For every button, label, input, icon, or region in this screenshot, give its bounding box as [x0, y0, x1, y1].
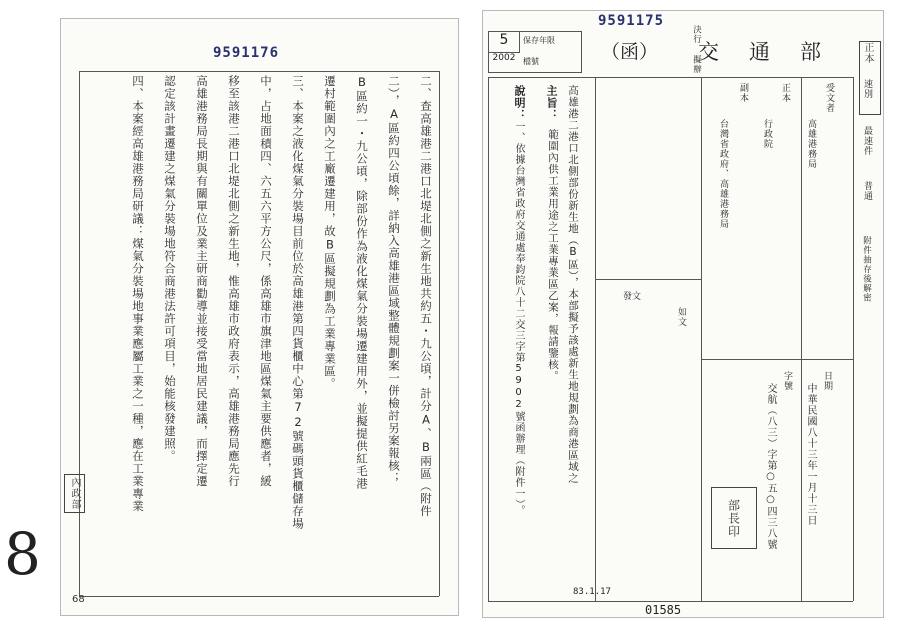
- date-label: 日期: [822, 371, 832, 391]
- rule-line: [79, 71, 80, 596]
- text-column: 四、本案經高雄港務局研議：煤氣分裝場地事業應屬工業之一種，應在工業專業: [131, 75, 145, 513]
- page-number-small: 68: [72, 594, 85, 605]
- agency-title: 交通部: [698, 40, 851, 64]
- header-label: 保存年限: [523, 36, 555, 45]
- right-document-page: [482, 10, 884, 618]
- subject-text: 高雄港二港口北側部份新生地（B區），本部擬予該處新生地規劃為商港區域之: [567, 85, 579, 484]
- attachment-value: 如文: [676, 307, 686, 327]
- copy-value: 台灣省政府、高雄港務局: [718, 119, 728, 229]
- margin-label: 正本: [862, 42, 873, 64]
- rule-line: [439, 71, 440, 596]
- header-box: [488, 31, 582, 73]
- header-label: 檔號: [523, 57, 539, 66]
- rule-line: [701, 77, 702, 601]
- margin-stamp: 內政部: [64, 474, 85, 513]
- official-seal: [711, 487, 757, 549]
- left-serial-number: 9591176: [213, 45, 280, 61]
- rule-line: [79, 596, 439, 597]
- handwritten-year: 2002: [492, 53, 516, 63]
- handwritten-note: 決行 擬辦: [691, 25, 702, 74]
- number-value: 交航（八三）字第○五○四三八號: [765, 383, 776, 550]
- date-value: 中華民國八十三年一月十三日: [805, 383, 816, 526]
- seal-text: 部長印: [726, 498, 741, 538]
- rule-line: [488, 77, 489, 601]
- speed-label: 速別: [862, 79, 872, 99]
- left-document-page: [60, 18, 459, 616]
- rule-line: [701, 359, 853, 360]
- text-column: 認定該計畫遷建之煤氣分裝場地符合商港法許可項目，始能核發建照。: [163, 75, 177, 463]
- copy-label: 副本: [738, 83, 748, 103]
- recipient-label: 受文者: [824, 83, 834, 113]
- doc-type: （函）: [601, 41, 659, 63]
- secrecy-value: 普通: [862, 181, 872, 201]
- rule-line: [488, 601, 853, 602]
- text-column: B區約一・九公頃，除部份作為液化煤氣分裝場遷建用外，並擬提供紅毛港: [355, 75, 369, 490]
- text-column: 移至該港二港口北堤北側之新生地，惟高雄市政府表示，高雄港務局應先行: [227, 75, 241, 488]
- subject-label: 主旨：: [545, 85, 558, 121]
- issue-label: 發文: [623, 292, 642, 302]
- page-number-mark: 8: [4, 520, 41, 588]
- rule-line: [488, 77, 853, 78]
- recipient-value: 高雄港務局: [806, 119, 816, 169]
- speed-value: 最速件: [862, 126, 872, 156]
- attachment-note: 附件抽存後解密: [861, 236, 872, 303]
- text-column: 二），A區約四公頃餘，詳納入高雄港區域整體規劃案一併檢討另案報核；: [387, 75, 401, 485]
- number-label: 字號: [782, 371, 792, 391]
- text-column: 三、本案之液化煤氣分裝場目前位於高雄港第四貨櫃中心第72號碼頭貨櫃儲存場: [291, 75, 305, 530]
- text-column: 高雄港務局長期與有關單位及業主研商勸導並接受當地居民建議，而擇定遷: [195, 75, 209, 488]
- explanation-label: 說明：: [513, 85, 526, 121]
- rule-line: [801, 77, 802, 601]
- text-column: 遷村範圍內之工廠遷建用，故B區擬規劃為工業專業區。: [323, 75, 337, 390]
- text-column: 二、查高雄港二港口北堤北側之新生地共約五・九公頃，計分A、B兩區（附件: [419, 75, 433, 518]
- rule-line: [853, 77, 854, 601]
- rule-line: [595, 77, 596, 601]
- rule-line: [595, 279, 701, 280]
- bottom-serial: 01585: [645, 603, 682, 617]
- original-label: 正本: [780, 83, 790, 103]
- margin-label-box: [859, 41, 881, 115]
- original-value: 行政院: [762, 119, 772, 149]
- text-column: 中，占地面積四、六五六平方公尺，係高雄市旗津地區煤氣主要供應者，緩: [259, 75, 273, 488]
- right-serial-number: 9591175: [598, 13, 665, 29]
- header-number: 5: [489, 32, 520, 53]
- bottom-date-stamp: 83.1.17: [573, 587, 611, 597]
- subject-continued: 範圍內供工業用途之工業專業區乙案，報請鑒核。: [547, 129, 559, 382]
- explanation-text: 一、依據台灣省政府交通處奉鈞院八十二交三字第5902號函辦理（附件一）。: [513, 121, 524, 516]
- rule-line: [79, 71, 439, 72]
